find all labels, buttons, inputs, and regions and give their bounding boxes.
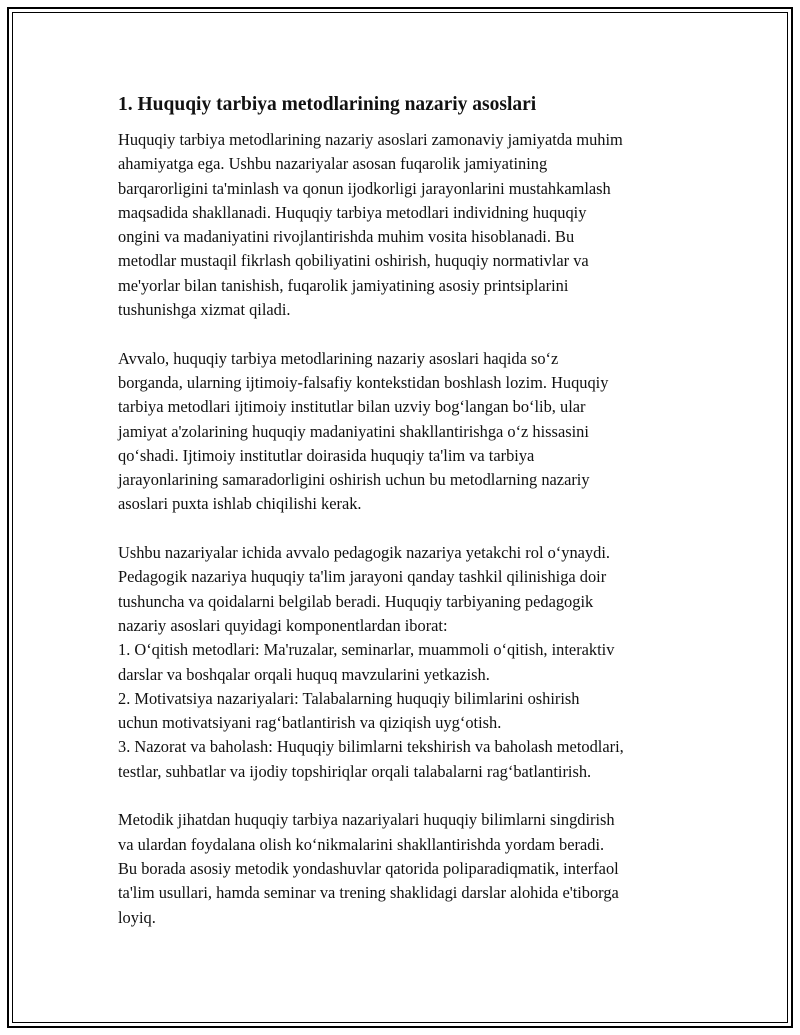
paragraph-4 xyxy=(118,808,696,929)
text-line: Huquqiy tarbiya metodlarining nazariy asoslari zamonaviy jamiyatda muhim xyxy=(118,130,623,149)
text-line: ta'lim usullari, hamda seminar va trening shaklidagi darslar alohida e'tiborga xyxy=(118,883,619,903)
text-line: barqarorligini ta'minlash va qonun ijodkorligi jarayonlarini mustahkamlash xyxy=(118,178,611,198)
text-line: Avvalo, huquqiy tarbiya metodlarining nazariy asoslari haqida so‘z xyxy=(118,348,559,368)
paragraph-2 xyxy=(118,347,696,517)
text-line: jamiyat a'zolarining huquqiy madaniyatini shakllantirishga o‘z hissasini xyxy=(118,421,589,441)
text-line: Bu borada asosiy metodik yondashuvlar qatorida poliparadiqmatik, interfaol xyxy=(118,858,619,878)
section-title: 1. Huquqiy tarbiya metodlarining nazariy asoslari xyxy=(118,94,537,115)
text-line: maqsadida shakllanadi. Huquqiy tarbiya metodlari individning huquqiy xyxy=(118,202,587,222)
text-line: Metodik jihatdan huquqiy tarbiya nazariyalari huquqiy bilimlarni singdirish xyxy=(118,810,615,830)
list-item-1: 1. O‘qitish metodlari: Ma'ruzalar, seminarlar, muammoli o‘qitish, interaktiv xyxy=(118,640,615,660)
document-body xyxy=(118,92,696,954)
list-item-3: 3. Nazorat va baholash: Huquqiy bilimlarni tekshirish va baholash metodlari, xyxy=(118,737,624,757)
text-line: nazariy asoslari quyidagi komponentlardan iborat: xyxy=(118,615,448,635)
text-line: darslar va boshqalar orqali huquq mavzularini yetkazish. xyxy=(118,664,490,684)
text-line: Ushbu nazariyalar ichida avvalo pedagogik nazariya yetakchi rol o‘ynaydi. xyxy=(118,543,610,563)
text-line: qo‘shadi. Ijtimoiy institutlar doirasida huquqiy ta'lim va tarbiya xyxy=(118,445,535,465)
text-line: loyiq. xyxy=(118,907,156,927)
text-line: metodlar mustaqil fikrlash qobiliyatini oshirish, huquqiy normativlar va xyxy=(118,251,589,271)
text-line: uchun motivatsiyani rag‘batlantirish va qiziqish uyg‘otish. xyxy=(118,713,502,733)
text-line: tushuncha va qoidalarni belgilab beradi. Huquqiy tarbiyaning pedagogik xyxy=(118,591,594,611)
paragraph-1 xyxy=(118,128,696,322)
paragraph-3 xyxy=(118,541,696,784)
text-line: asoslari puxta ishlab chiqilishi kerak. xyxy=(118,494,362,514)
list-item-2: 2. Motivatsiya nazariyalari: Talabalarning huquqiy bilimlarini oshirish xyxy=(118,688,580,708)
text-line: va ulardan foydalana olish ko‘nikmalarini shakllantirishda yordam beradi. xyxy=(118,834,605,854)
text-line: tarbiya metodlari ijtimoiy institutlar bilan uzviy bog‘langan bo‘lib, ular xyxy=(118,397,586,417)
text-line: ongini va madaniyatini rivojlantirishda muhim vosita hisoblanadi. Bu xyxy=(118,227,575,247)
text-line: ahamiyatga ega. Ushbu nazariyalar asosan fuqarolik jamiyatining xyxy=(118,154,548,174)
text-line: borganda, ularning ijtimoiy-falsafiy kontekstidan boshlash lozim. Huquqiy xyxy=(118,372,609,392)
text-line: tushunishga xizmat qiladi. xyxy=(118,300,291,320)
text-line: me'yorlar bilan tanishish, fuqarolik jamiyatining asosiy printsiplarini xyxy=(118,275,569,295)
text-line: jarayonlarining samaradorligini oshirish uchun bu metodlarning nazariy xyxy=(118,470,590,490)
text-line: testlar, suhbatlar va ijodiy topshiriqlar orqali talabalarni rag‘batlantirish. xyxy=(118,761,592,781)
text-line: Pedagogik nazariya huquqiy ta'lim jarayoni qanday tashkil qilinishiga doir xyxy=(118,567,607,587)
